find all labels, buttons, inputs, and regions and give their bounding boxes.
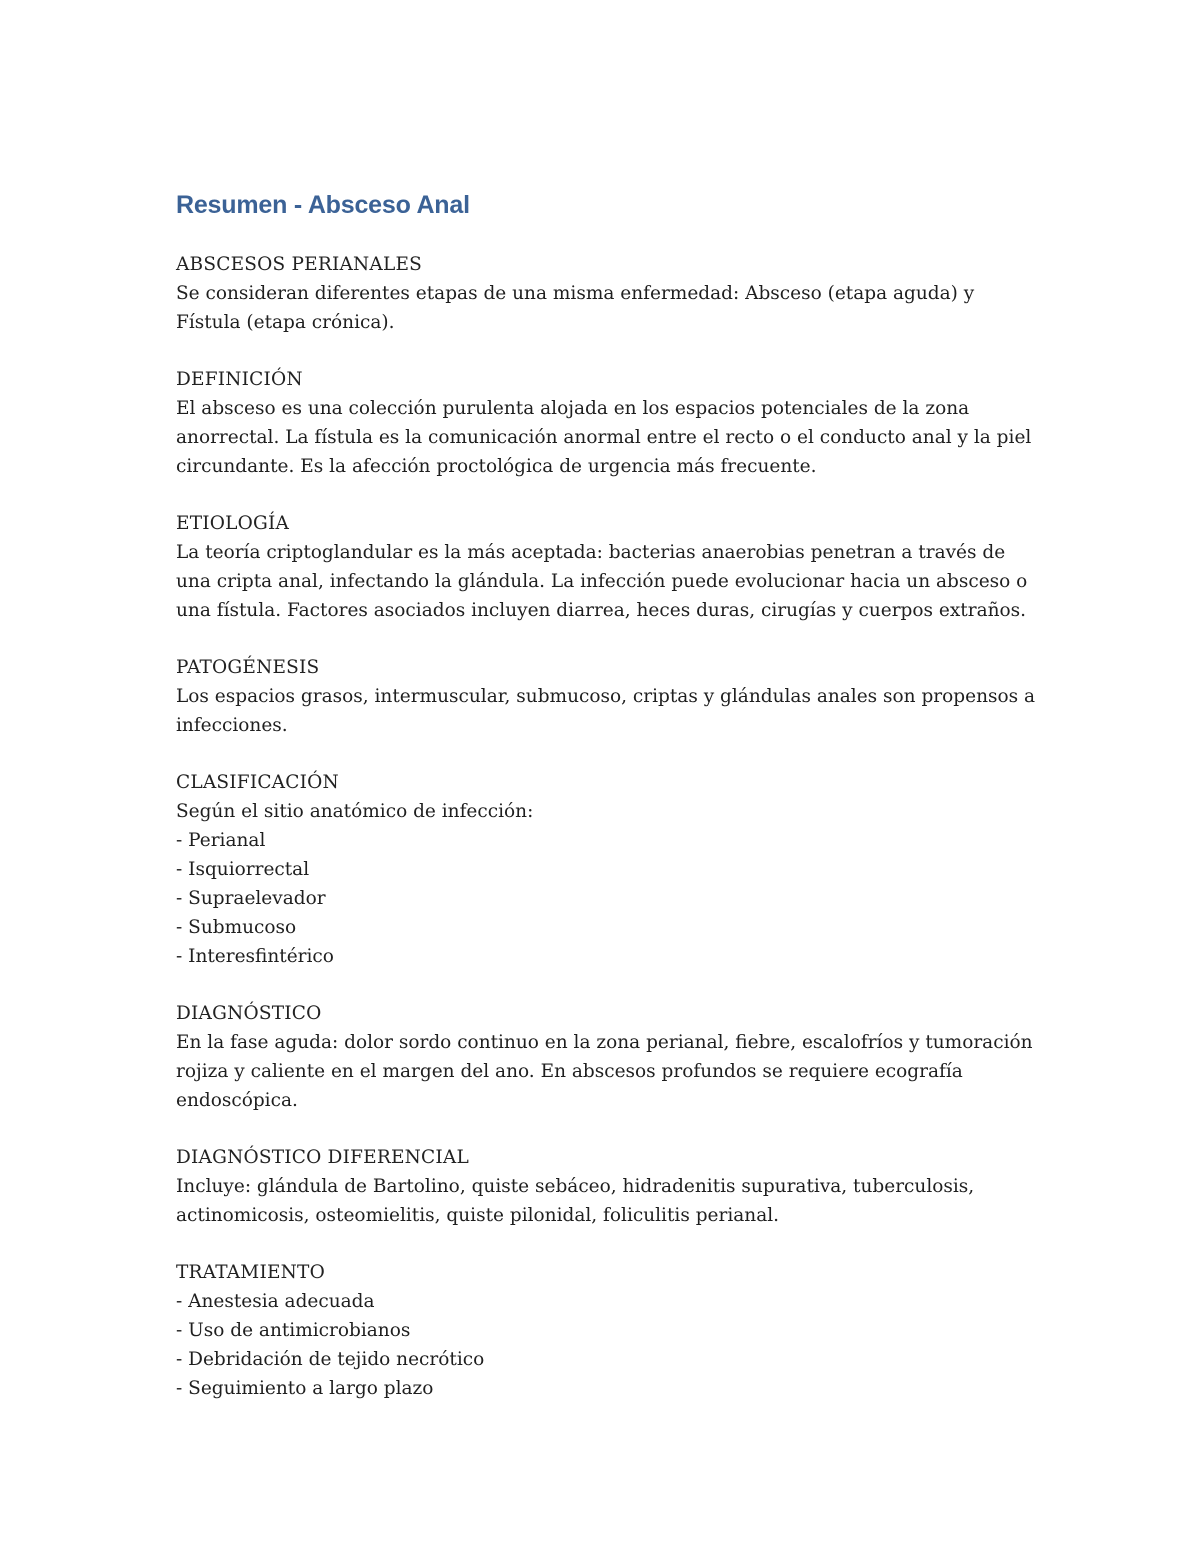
document-title: Resumen - Absceso Anal xyxy=(176,191,470,219)
section-heading: DIAGNÓSTICO DIFERENCIAL xyxy=(176,1147,469,1168)
section-heading: DIAGNÓSTICO xyxy=(176,1003,322,1024)
section-heading: ABSCESOS PERIANALES xyxy=(176,254,423,275)
section-text: Incluye: glándula de Bartolino, quiste sebáceo, hidradenitis supurativa, tuberculosis, actinomicosis, osteomielitis, quiste pilonidal, foliculitis perianal. xyxy=(176,1176,975,1226)
section-heading: DEFINICIÓN xyxy=(176,369,303,390)
list-item: - Perianal xyxy=(176,826,1036,855)
section-patogenesis xyxy=(176,653,1036,740)
section-clasificacion xyxy=(176,768,1036,971)
list-item: - Debridación de tejido necrótico xyxy=(176,1345,1036,1374)
section-heading: ETIOLOGÍA xyxy=(176,513,290,534)
list-item: - Uso de antimicrobianos xyxy=(176,1316,1036,1345)
section-heading: PATOGÉNESIS xyxy=(176,657,320,678)
list-item: - Interesfintérico xyxy=(176,942,1036,971)
section-diagnostico-diferencial xyxy=(176,1143,1036,1230)
list-item: - Isquiorrectal xyxy=(176,855,1036,884)
section-text: En la fase aguda: dolor sordo continuo en la zona perianal, fiebre, escalofríos y tumoración rojiza y caliente en el margen del ano. En abscesos profundos se requiere ecografía endoscópica. xyxy=(176,1032,1033,1111)
section-heading: CLASIFICACIÓN xyxy=(176,772,339,793)
section-abscesos-perianales xyxy=(176,250,1036,337)
list-item: - Submucoso xyxy=(176,913,1036,942)
section-text: El absceso es una colección purulenta alojada en los espacios potenciales de la zona anorrectal. La fístula es la comunicación anormal entre el recto o el conducto anal y la piel circundante. Es la afección proctológica de urgencia más frecuente. xyxy=(176,398,1032,477)
list-item: - Anestesia adecuada xyxy=(176,1287,1036,1316)
section-tratamiento xyxy=(176,1258,1036,1403)
section-heading: TRATAMIENTO xyxy=(176,1262,325,1283)
section-text: Se consideran diferentes etapas de una misma enfermedad: Absceso (etapa aguda) y Fístula (etapa crónica). xyxy=(176,283,975,333)
treatment-list xyxy=(176,1287,1036,1403)
section-text: Según el sitio anatómico de infección: xyxy=(176,801,534,822)
section-etiologia xyxy=(176,509,1036,625)
list-item: - Seguimiento a largo plazo xyxy=(176,1374,1036,1403)
list-item: - Supraelevador xyxy=(176,884,1036,913)
section-diagnostico xyxy=(176,999,1036,1115)
section-text: Los espacios grasos, intermuscular, submucoso, criptas y glándulas anales son propensos a infecciones. xyxy=(176,686,1036,736)
document-body xyxy=(176,188,1036,1431)
classification-list xyxy=(176,826,1036,971)
section-definicion xyxy=(176,365,1036,481)
section-text: La teoría criptoglandular es la más aceptada: bacterias anaerobias penetran a través de una cripta anal, infectando la glándula. La infección puede evolucionar hacia un absceso o una fístula. Factores asociados incluyen diarrea, heces duras, cirugías y cuerpos extraños. xyxy=(176,542,1028,621)
